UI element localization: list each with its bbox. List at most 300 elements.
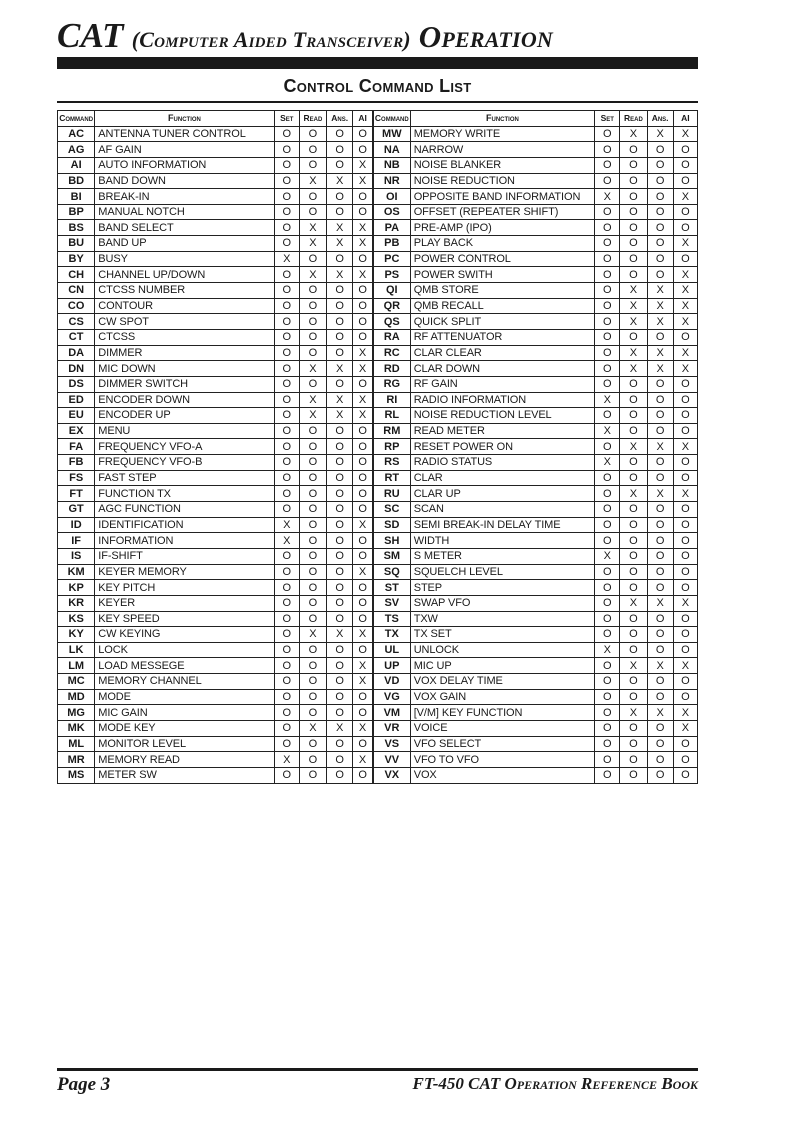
col-header-ans: Ans. [327,111,353,127]
read-flag: O [620,517,647,533]
read-flag: X [620,486,647,502]
function-name: KEYER [95,595,274,611]
read-flag: O [299,470,326,486]
ai-flag: X [673,189,697,205]
set-flag: O [595,752,620,768]
ai-flag: O [673,204,697,220]
title-main: CAT [57,16,124,55]
table-row [58,611,698,627]
function-name: FREQUENCY VFO-A [95,439,274,455]
ai-flag: O [673,517,697,533]
command-code: RD [373,361,410,377]
ans-flag: O [647,533,673,549]
read-flag: X [299,408,326,424]
col-header-command: Command [58,111,95,127]
command-code: PS [373,267,410,283]
read-flag: O [620,220,647,236]
set-flag: O [274,455,299,471]
ans-flag: O [327,298,353,314]
ai-flag: O [353,736,373,752]
ans-flag: O [327,611,353,627]
command-code: BY [58,251,95,267]
set-flag: O [274,345,299,361]
ans-flag: O [647,329,673,345]
set-flag: O [595,283,620,299]
read-flag: O [299,329,326,345]
header-rule [57,57,698,69]
col-header-set: Set [595,111,620,127]
command-table [57,110,698,784]
ai-flag: X [673,298,697,314]
command-code: PC [373,251,410,267]
set-flag: O [274,611,299,627]
command-code: SV [373,595,410,611]
read-flag: O [299,548,326,564]
ai-flag: O [673,674,697,690]
function-name: QMB STORE [410,283,594,299]
table-row [58,580,698,596]
ans-flag: O [647,548,673,564]
command-code: FT [58,486,95,502]
command-code: CT [58,329,95,345]
command-code: SH [373,533,410,549]
command-code: KS [58,611,95,627]
function-name: MIC GAIN [95,705,274,721]
ai-flag: O [673,564,697,580]
table-row [58,439,698,455]
read-flag: X [299,361,326,377]
ai-flag: O [673,329,697,345]
function-name: IDENTIFICATION [95,517,274,533]
ai-flag: X [353,674,373,690]
function-name: STEP [410,580,594,596]
read-flag: O [620,142,647,158]
command-code: QS [373,314,410,330]
ans-flag: O [327,455,353,471]
table-row [58,642,698,658]
read-flag: O [299,502,326,518]
function-name: BUSY [95,251,274,267]
read-flag: O [620,236,647,252]
ans-flag: X [647,361,673,377]
function-name: CLAR [410,470,594,486]
function-name: MODE KEY [95,720,274,736]
ans-flag: O [647,251,673,267]
table-row [58,220,698,236]
ans-flag: O [647,736,673,752]
table-row [58,689,698,705]
function-name: VFO SELECT [410,736,594,752]
table-row [58,470,698,486]
ai-flag: O [673,408,697,424]
command-code: OS [373,204,410,220]
command-code: SQ [373,564,410,580]
command-code: VM [373,705,410,721]
function-name: ENCODER DOWN [95,392,274,408]
command-code: DA [58,345,95,361]
read-flag: O [299,752,326,768]
function-name: VOX GAIN [410,689,594,705]
ans-flag: X [647,298,673,314]
ans-flag: O [327,642,353,658]
ai-flag: O [353,283,373,299]
command-code: BI [58,189,95,205]
read-flag: O [299,423,326,439]
col-header-read: Read [620,111,647,127]
col-header-function: Function [410,111,594,127]
set-flag: X [595,392,620,408]
ai-flag: O [673,533,697,549]
read-flag: X [620,595,647,611]
table-row [58,189,698,205]
table-row [58,502,698,518]
function-name: NOISE REDUCTION [410,173,594,189]
ans-flag: O [647,689,673,705]
table-header-row [58,111,698,127]
function-name: KEY SPEED [95,611,274,627]
ans-flag: O [327,423,353,439]
set-flag: O [274,314,299,330]
command-code: KR [58,595,95,611]
function-name: QMB RECALL [410,298,594,314]
set-flag: X [595,548,620,564]
read-flag: O [620,455,647,471]
ai-flag: X [673,595,697,611]
function-name: AGC FUNCTION [95,502,274,518]
ans-flag: X [327,392,353,408]
set-flag: O [274,126,299,142]
read-flag: O [299,611,326,627]
ai-flag: O [673,548,697,564]
command-code: CO [58,298,95,314]
ai-flag: X [673,439,697,455]
ai-flag: O [673,470,697,486]
ai-flag: O [353,580,373,596]
read-flag: O [299,736,326,752]
set-flag: O [274,329,299,345]
command-code: VG [373,689,410,705]
set-flag: O [274,376,299,392]
ans-flag: O [647,423,673,439]
table-row [58,329,698,345]
function-name: VOX DELAY TIME [410,674,594,690]
read-flag: X [620,283,647,299]
read-flag: O [620,548,647,564]
ans-flag: O [647,267,673,283]
table-row [58,314,698,330]
ans-flag: X [647,314,673,330]
ans-flag: X [647,705,673,721]
command-code: RI [373,392,410,408]
function-name: FUNCTION TX [95,486,274,502]
read-flag: O [620,267,647,283]
ai-flag: O [353,298,373,314]
set-flag: O [595,611,620,627]
footer-rule [57,1068,698,1071]
read-flag: O [299,517,326,533]
command-code: ML [58,736,95,752]
function-name: POWER CONTROL [410,251,594,267]
read-flag: X [620,298,647,314]
ai-flag: O [673,502,697,518]
ans-flag: O [327,204,353,220]
read-flag: O [299,674,326,690]
read-flag: O [620,189,647,205]
command-code: PA [373,220,410,236]
ai-flag: X [673,126,697,142]
read-flag: O [299,705,326,721]
table-row [58,408,698,424]
read-flag: O [299,251,326,267]
command-code: KP [58,580,95,596]
read-flag: O [299,689,326,705]
set-flag: O [274,642,299,658]
function-name: RADIO STATUS [410,455,594,471]
command-code: RC [373,345,410,361]
command-code: AG [58,142,95,158]
ans-flag: O [327,752,353,768]
set-flag: O [274,674,299,690]
ai-flag: X [353,267,373,283]
set-flag: O [274,173,299,189]
read-flag: O [299,595,326,611]
ans-flag: O [647,470,673,486]
function-name: SQUELCH LEVEL [410,564,594,580]
read-flag: O [299,189,326,205]
ai-flag: O [673,736,697,752]
command-code: RP [373,439,410,455]
command-code: NR [373,173,410,189]
function-name: ANTENNA TUNER CONTROL [95,126,274,142]
function-name: CLAR CLEAR [410,345,594,361]
function-name: [V/M] KEY FUNCTION [410,705,594,721]
ans-flag: O [647,502,673,518]
command-code: VD [373,674,410,690]
read-flag: X [299,173,326,189]
ai-flag: X [353,157,373,173]
function-name: IF-SHIFT [95,548,274,564]
set-flag: O [274,658,299,674]
command-code: RS [373,455,410,471]
read-flag: O [299,345,326,361]
ai-flag: X [673,345,697,361]
ans-flag: O [647,142,673,158]
table-row [58,376,698,392]
read-flag: X [620,345,647,361]
ai-flag: X [353,752,373,768]
read-flag: O [620,564,647,580]
ai-flag: X [353,392,373,408]
ans-flag: O [327,736,353,752]
ai-flag: O [673,752,697,768]
set-flag: O [595,689,620,705]
function-name: MEMORY CHANNEL [95,674,274,690]
col-header-set: Set [274,111,299,127]
ans-flag: X [647,283,673,299]
table-row [58,173,698,189]
set-flag: O [595,361,620,377]
ans-flag: O [327,439,353,455]
ai-flag: O [353,767,373,783]
set-flag: X [595,423,620,439]
function-name: CHANNEL UP/DOWN [95,267,274,283]
set-flag: O [274,595,299,611]
ans-flag: X [327,236,353,252]
function-name: LOAD MESSEGE [95,658,274,674]
set-flag: O [274,470,299,486]
read-flag: O [620,720,647,736]
table-row [58,392,698,408]
ans-flag: O [327,580,353,596]
ans-flag: O [327,689,353,705]
col-header-ai: AI [673,111,697,127]
table-row [58,674,698,690]
ans-flag: O [647,564,673,580]
ans-flag: O [647,674,673,690]
ai-flag: X [353,517,373,533]
command-code: DS [58,376,95,392]
read-flag: O [620,423,647,439]
function-name: MIC DOWN [95,361,274,377]
ans-flag: X [647,595,673,611]
ans-flag: O [647,455,673,471]
read-flag: O [620,173,647,189]
command-code: RT [373,470,410,486]
set-flag: O [595,470,620,486]
ai-flag: X [673,267,697,283]
function-name: AF GAIN [95,142,274,158]
ans-flag: O [327,142,353,158]
command-code: QR [373,298,410,314]
read-flag: O [299,314,326,330]
function-name: BREAK-IN [95,189,274,205]
set-flag: O [595,376,620,392]
ai-flag: O [673,642,697,658]
ai-flag: X [353,720,373,736]
set-flag: O [274,705,299,721]
command-code: CH [58,267,95,283]
read-flag: X [299,236,326,252]
ans-flag: O [647,752,673,768]
ai-flag: O [673,142,697,158]
table-row [58,157,698,173]
ai-flag: X [673,486,697,502]
function-name: RADIO INFORMATION [410,392,594,408]
table-row [58,736,698,752]
command-code: GT [58,502,95,518]
set-flag: O [274,423,299,439]
function-name: KEYER MEMORY [95,564,274,580]
ans-flag: X [647,486,673,502]
ai-flag: O [353,705,373,721]
ai-flag: X [673,283,697,299]
ans-flag: O [327,126,353,142]
set-flag: O [595,595,620,611]
ai-flag: X [673,314,697,330]
ans-flag: O [647,517,673,533]
set-flag: X [274,533,299,549]
ans-flag: O [647,627,673,643]
ai-flag: X [353,658,373,674]
function-name: MANUAL NOTCH [95,204,274,220]
ans-flag: O [647,376,673,392]
function-name: RF GAIN [410,376,594,392]
function-name: MEMORY READ [95,752,274,768]
read-flag: O [620,580,647,596]
function-name: MEMORY WRITE [410,126,594,142]
command-code: IF [58,533,95,549]
read-flag: O [299,564,326,580]
set-flag: O [595,439,620,455]
command-code: VR [373,720,410,736]
read-flag: X [620,361,647,377]
ai-flag: X [353,627,373,643]
ans-flag: X [647,439,673,455]
set-flag: X [274,517,299,533]
table-row [58,752,698,768]
ans-flag: X [327,627,353,643]
table-row [58,517,698,533]
set-flag: X [274,251,299,267]
read-flag: O [620,392,647,408]
table-row [58,361,698,377]
ans-flag: O [647,157,673,173]
command-code: TX [373,627,410,643]
command-code: EX [58,423,95,439]
command-code: QI [373,283,410,299]
read-flag: X [620,658,647,674]
function-name: VOICE [410,720,594,736]
ai-flag: O [353,611,373,627]
read-flag: O [620,627,647,643]
read-flag: O [299,376,326,392]
ans-flag: O [327,705,353,721]
command-code: AI [58,157,95,173]
set-flag: O [595,204,620,220]
ai-flag: O [353,423,373,439]
set-flag: O [274,189,299,205]
ai-flag: X [353,236,373,252]
function-name: SEMI BREAK-IN DELAY TIME [410,517,594,533]
set-flag: O [274,236,299,252]
ans-flag: X [327,720,353,736]
function-name: MIC UP [410,658,594,674]
function-name: VFO TO VFO [410,752,594,768]
command-code: RU [373,486,410,502]
table-row [58,455,698,471]
set-flag: O [274,283,299,299]
set-flag: O [595,720,620,736]
read-flag: O [620,408,647,424]
set-flag: O [595,173,620,189]
command-code: SD [373,517,410,533]
function-name: POWER SWITH [410,267,594,283]
ai-flag: X [353,408,373,424]
table-row [58,251,698,267]
function-name: MENU [95,423,274,439]
set-flag: O [274,408,299,424]
set-flag: O [274,564,299,580]
ans-flag: O [327,767,353,783]
ans-flag: O [647,392,673,408]
set-flag: O [595,533,620,549]
read-flag: O [299,439,326,455]
ans-flag: O [647,767,673,783]
set-flag: O [595,658,620,674]
ans-flag: O [647,236,673,252]
ai-flag: O [353,470,373,486]
set-flag: O [595,736,620,752]
